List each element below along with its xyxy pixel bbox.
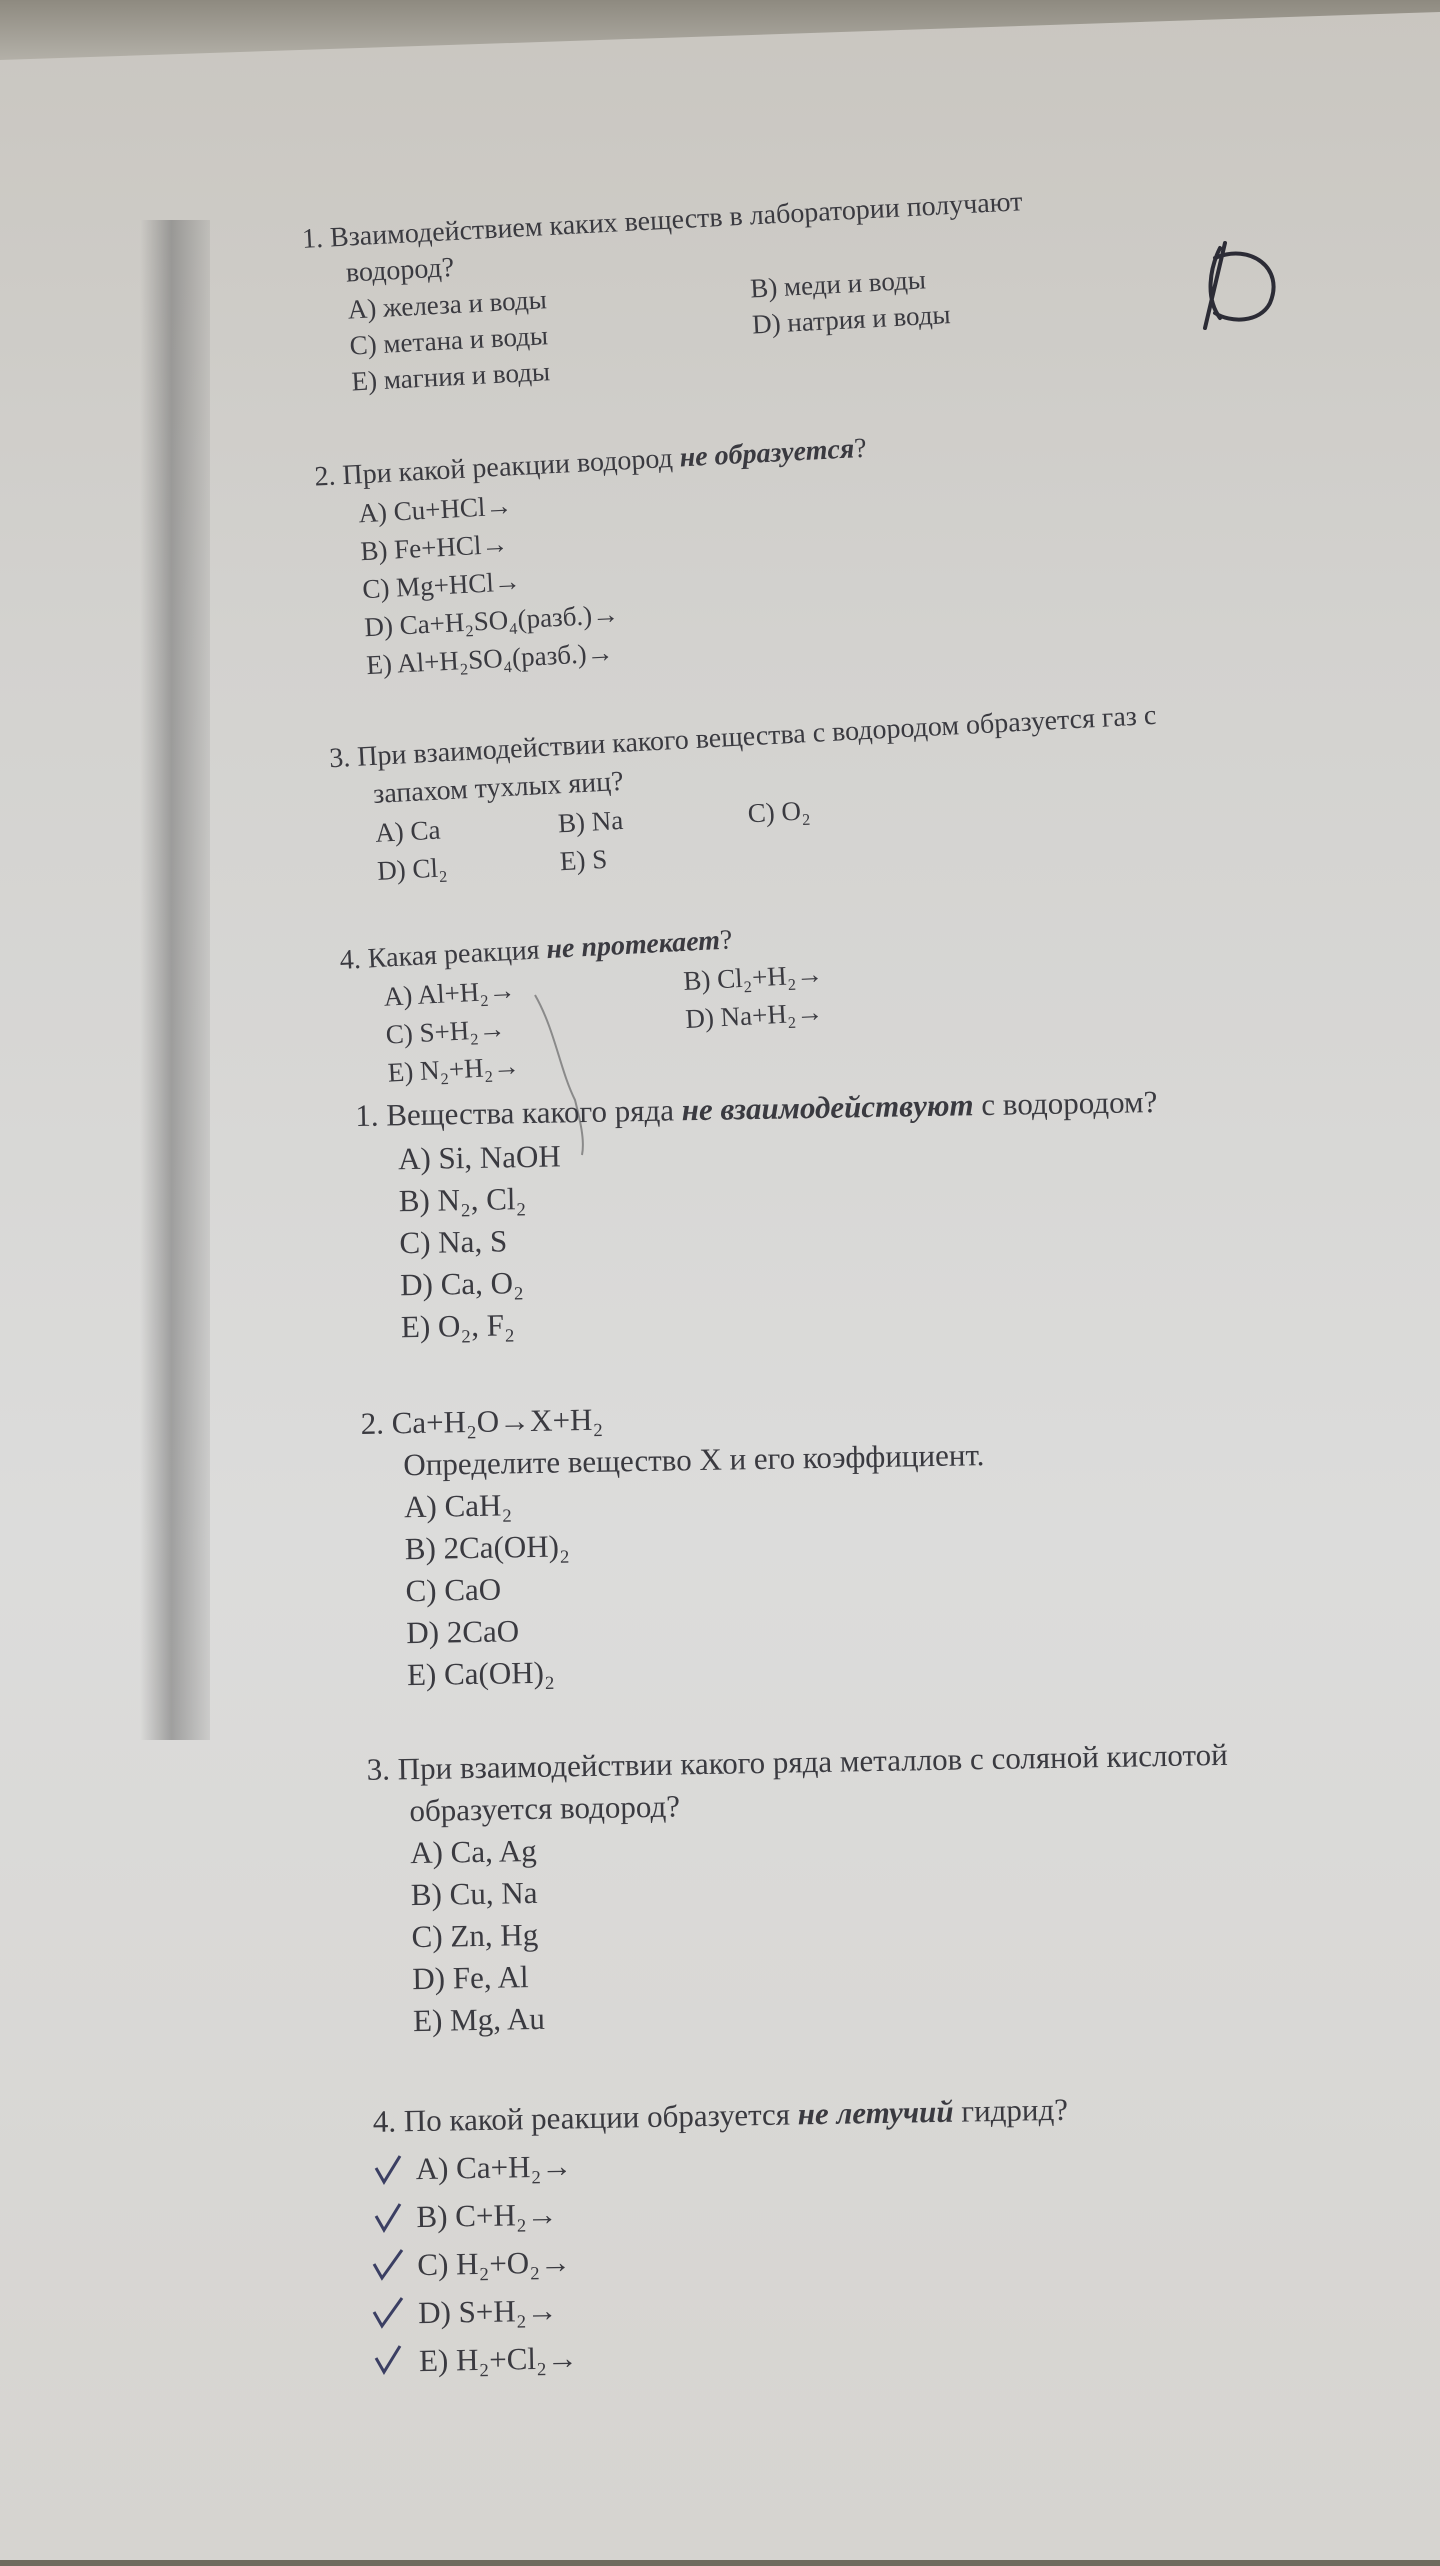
- p1-q1-option-e: E) магния и воды: [350, 356, 551, 397]
- p2-q1-option-a: A) Si, NaOH: [397, 1138, 562, 1177]
- p2-q3-option-b: B) Cu, Na: [410, 1874, 538, 1913]
- p1-q2-end: ?: [853, 432, 868, 465]
- p2-q1-option-b: B) N₂, Cl₂: [398, 1181, 527, 1219]
- p1-q1-line1: 1. Взаимодействием каких веществ в лаборатории получают: [301, 186, 1024, 255]
- p1-q4-option-d: D) Na+H₂→: [684, 996, 824, 1034]
- p1-q4-option-a: A) Al+H₂→: [383, 974, 517, 1012]
- p2-q4-option-a: A) Ca+H₂→: [415, 2148, 573, 2187]
- p2-q2-equation: 2. Ca+H₂O→X+H₂: [360, 1401, 604, 1441]
- p2-q1-question: [355, 1080, 1158, 1138]
- p1-q3-option-d: D) Cl₂: [376, 852, 449, 886]
- p1-q3-line1: 3. При взаимодействии какого вещества с водородом образуется газ с: [328, 699, 1157, 775]
- p1-q2-option-c: C) Mg+HCl→: [361, 565, 522, 605]
- p2-q3-line2: образуется водород?: [409, 1788, 681, 1829]
- p1-q1-option-b: B) меди и воды: [749, 264, 927, 304]
- p1-q4-option-c: C) S+H₂→: [385, 1013, 507, 1050]
- p2-q3-option-d: D) Fe, Al: [412, 1959, 529, 1997]
- p1-q4-end: ?: [719, 924, 734, 957]
- p2-q4-question: [372, 2088, 1068, 2144]
- p1-q3-option-b: B) Na: [557, 804, 624, 839]
- p1-q2-option-d: D) Ca+H₂SO₄(разб.)→: [363, 598, 620, 643]
- p2-q3-option-c: C) Zn, Hg: [411, 1916, 539, 1955]
- p1-q1-option-c: C) метана и воды: [348, 320, 549, 361]
- p1-q3-option-e: E) S: [559, 843, 608, 877]
- p2-q1-option-e: E) O₂, F₂: [400, 1307, 516, 1345]
- p1-q1-line2: водород?: [345, 252, 455, 289]
- p2-q1-text: 1. Вещества какого ряда: [354, 1092, 682, 1133]
- p2-q2-prompt: Определите вещество X и его коэффициент.: [403, 1437, 985, 1483]
- p1-q2-option-b: B) Fe+HCl→: [359, 528, 510, 567]
- p2-q3-option-e: E) Mg, Au: [412, 2000, 546, 2039]
- p1-q2-text: 2. При какой реакции водород: [313, 442, 681, 493]
- p2-q4-option-b: B) C+H₂→: [416, 2196, 558, 2235]
- p1-q4-text: 4. Какая реакция: [339, 934, 548, 976]
- p2-q1-end: с водородом?: [973, 1084, 1158, 1123]
- p1-q4-option-e: E) N₂+H₂→: [387, 1050, 521, 1088]
- p1-q4-option-b: B) Cl₂+H₂→: [682, 958, 824, 996]
- p1-q4-emphasis: не протекает: [545, 925, 721, 966]
- p1-q2-option-a: A) Cu+HCl→: [357, 490, 514, 529]
- p2-q1-option-c: C) Na, S: [399, 1223, 508, 1261]
- p1-q1-option-d: D) натрия и воды: [751, 299, 952, 340]
- handwritten-check-marks: [370, 2150, 410, 2390]
- p2-q4-emphasis: не летучий: [797, 2093, 954, 2132]
- p2-q1-option-d: D) Ca, O₂: [399, 1265, 525, 1303]
- p2-q2-option-d: D) 2CaO: [405, 1613, 520, 1651]
- p1-q3-option-c: C) O₂: [746, 795, 812, 829]
- p2-q3-option-a: A) Ca, Ag: [409, 1832, 538, 1871]
- p2-q2-option-a: A) CaH₂: [403, 1487, 513, 1525]
- p2-q2-option-e: E) Ca(OH)₂: [406, 1654, 556, 1693]
- p2-q3-line1: 3. При взаимодействии какого ряда металлов с соляной кислотой: [366, 1736, 1228, 1787]
- p1-q3-option-a: A) Ca: [374, 814, 442, 848]
- p2-q4-text: 4. По какой реакции образуется: [372, 2096, 799, 2139]
- p2-q4-option-c: C) H₂+O₂→: [417, 2244, 572, 2283]
- p2-q2-option-c: C) CaO: [405, 1571, 502, 1609]
- p1-q2-option-e: E) Al+H₂SO₄(разб.)→: [365, 637, 615, 681]
- p2-q4-option-e: E) H₂+Cl₂→: [418, 2340, 579, 2379]
- p2-q2-option-b: B) 2Ca(OH)₂: [404, 1528, 571, 1567]
- p2-q1-emphasis: не взаимодействуют: [681, 1087, 974, 1128]
- p2-q4-option-d: D) S+H₂→: [417, 2292, 558, 2331]
- p1-q2-emphasis: не образуется: [678, 433, 856, 474]
- p1-q3-line2: запахом тухлых яиц?: [372, 765, 625, 810]
- p1-q1-option-a: A) железа и воды: [347, 284, 548, 325]
- p2-q4-end: гидрид?: [953, 2091, 1069, 2129]
